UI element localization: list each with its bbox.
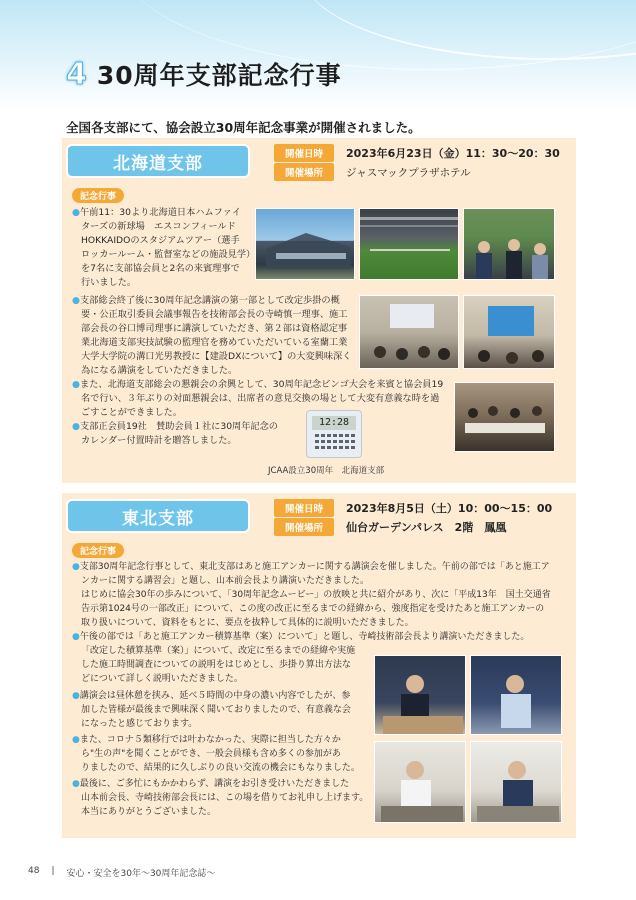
speaker-shapes [471, 656, 562, 735]
text-line: を7名に支部協会員と2名の来賓理事で [81, 263, 240, 274]
bullet-icon: ● [72, 295, 81, 306]
people-shapes [464, 209, 555, 280]
text-line: 本当にありがとうございました。 [81, 807, 217, 817]
text-line: 支部30周年記念行事として、東北支部はあと施工アンカーに関する講演会を催しました。午前の部では「あと施工ア [79, 562, 550, 572]
chapter-number: 4 [66, 56, 87, 92]
text-line: 取り扱いについて、資料をもとに、要点を抜粋して具体的に説明いただきました。 [81, 618, 414, 628]
title-text: 30周年支部記念行事 [96, 61, 342, 90]
screen-shapes [464, 296, 555, 369]
event-place: ジャスマックプラザホテル [346, 166, 471, 179]
hokkaido-section [62, 138, 576, 483]
speaker-shapes [471, 742, 562, 823]
bullet-icon: ● [72, 562, 80, 572]
speaker-photo [470, 655, 562, 735]
text-line: 支部総会終了後に30周年記念講演の第一部として改定歩掛の概 [80, 295, 340, 306]
stands-shape [360, 209, 459, 280]
text-line: 為になる講演をしていただきました。 [81, 365, 238, 376]
text-line: した施工時間調査についての説明をはじめとし、歩掛り算出方法な [81, 660, 351, 670]
header-band [0, 0, 636, 110]
text-line: 告示第1024号の一部改正」について、この度の改正に至るまでの経緯から、強度指定を受けたあと施工アンカーの [81, 604, 545, 614]
lecture-shapes [360, 296, 459, 369]
paragraph [72, 777, 372, 819]
paragraph [72, 689, 372, 731]
event-date: 2023年6月23日（金）11：30〜20：30 [346, 147, 560, 160]
text-line: ターズの新球場 エスコンフィールド [81, 221, 236, 232]
text-line: ロッカールーム・監督室などの施設見学） [81, 249, 256, 260]
bullet-icon: ● [72, 779, 80, 789]
paragraph [72, 733, 372, 775]
branch-title: 東北支部 [66, 499, 250, 533]
place-row [274, 163, 471, 181]
text-line: りましたので、結果的に久しぶりの良い交流の機会にもなりました。 [81, 763, 360, 773]
text-line: 最後に、ご多忙にもかかわらず、講演をお引き受けいただきました [79, 779, 350, 789]
place-tag: 開催場所 [274, 518, 334, 536]
date-tag: 開催日時 [274, 144, 334, 162]
text-line: 部会長の谷口博司理事に講演していただき、第２部は資格認定事 [81, 323, 348, 334]
bullet-icon: ● [72, 379, 81, 390]
text-line: 「改定した積算基準（案）」について、改定に至るまでの経緯や実施 [81, 646, 356, 656]
party-shapes [455, 383, 555, 452]
paragraph [72, 644, 372, 686]
text-line: カレンダー付置時計を贈答しました。 [81, 435, 237, 446]
bullet-icon: ● [72, 421, 81, 432]
lecture-photo [359, 295, 459, 369]
place-tag: 開催場所 [274, 163, 334, 181]
event-date: 2023年8月5日（土）10：00〜15：00 [346, 502, 553, 515]
clock-caption: JCAA設立30周年 北海道支部 [268, 466, 385, 476]
text-line: 山本前会長、寺崎技術部会長には、この場を借りてお礼申し上げます。 [81, 793, 369, 803]
text-line [72, 206, 262, 220]
stadium-shape [256, 209, 355, 280]
footer-separator: | [51, 866, 55, 876]
page-footer [28, 866, 215, 879]
date-tag: 開催日時 [274, 499, 334, 517]
paragraph [72, 206, 262, 290]
text-line: ごすことができました。 [81, 407, 183, 418]
clock-display: 12:28 [312, 416, 356, 430]
paragraph [72, 560, 572, 644]
lead-text: 全国各支部にて、協会設立30周年記念事業が開催されました。 [66, 120, 421, 135]
paragraph [72, 294, 372, 378]
speaker-shapes [375, 656, 466, 735]
text-line: はじめに協会30年の歩みについて、「30周年記念ムービー」の放映と共に紹介があり、次に「平成13年 国土交通省 [81, 590, 551, 600]
text-line: どについて詳しく説明いただきました。 [81, 674, 243, 684]
bullet-icon: ● [72, 691, 80, 701]
text-line: ら"生の声"を聞くことができ、一般会員様も含め多くの参加があ [81, 749, 341, 759]
paragraph [72, 378, 452, 420]
footer-text: 安心・安全を30年〜30周年記念誌〜 [66, 869, 216, 879]
stadium-interior-photo [359, 208, 459, 280]
event-place: 仙台ガーデンパレス 2階 鳳凰 [346, 521, 507, 534]
party-photo [454, 382, 555, 452]
speaker-shapes [375, 742, 466, 823]
text-line: 午後の部では「あと施工アンカー積算基準（案）について」と題し、寺崎技術部会長より講演いただきました。 [79, 632, 530, 642]
text-line: また、コロナ５類移行では叶わなかった、実際に担当した方々か [79, 735, 341, 745]
date-row [274, 499, 552, 517]
bullet-icon: ● [72, 632, 80, 642]
page-title [66, 56, 342, 92]
stadium-exterior-photo [255, 208, 355, 280]
place-row [274, 518, 506, 536]
calendar-grid-icon [307, 411, 362, 458]
speaker-photo [374, 655, 466, 735]
page-number: 48 [28, 866, 40, 876]
text-line: HOKKAIDOのスタジアムツアー（選手 [81, 235, 240, 246]
bullet-icon: ● [72, 207, 81, 218]
branch-title: 北海道支部 [66, 144, 250, 178]
screen-presentation-photo [463, 295, 555, 369]
text-line: になったと感じております。 [81, 719, 198, 729]
tohoku-section [62, 493, 576, 838]
bullet-icon: ● [72, 735, 80, 745]
text-line: また、北海道支部総会の懇親会の余興として、30周年記念ビンゴ大会を来賓と協会員19 [80, 379, 444, 390]
text-line: 加した皆様が最後まで興味深く聞いておりましたので、有意義な会 [81, 705, 351, 715]
date-row [274, 144, 560, 162]
event-label: 記念行事 [72, 188, 124, 203]
text-line: 大学大学院の溝口光男教授に【建設DXについて】の大変興味深く [81, 351, 352, 362]
text-line: 行いました。 [81, 277, 137, 288]
clock-photo [306, 410, 362, 458]
text-line: 名で行い、３年ぶりの対面懇親会は、出席者の意見交換の場として大変有意義な時を過 [81, 393, 440, 404]
paragraph [72, 420, 302, 448]
event-label: 記念行事 [72, 543, 124, 558]
text-line: 支部正会員19社 賛助会員１社に30周年記念の [80, 421, 278, 432]
tour-group-photo [463, 208, 555, 280]
text-line: 要・公正取引委員会議事報告を技術部会長の寺崎慎一理事、施工 [81, 309, 348, 320]
text-line: 業北海道支部実技試験の監理官を務めていただいている室蘭工業 [81, 337, 348, 348]
text-line: 午前11：30より北海道日本ハムファイ [80, 207, 242, 218]
text-line: 講演会は昼休憩を挟み、延べ５時間の中身の濃い内容でしたが、参 [79, 691, 351, 701]
text-line: ンカーに関する講習会」と題し、山本前会長より講演いただきました。 [81, 576, 370, 586]
speaker-photo [470, 741, 562, 823]
speaker-photo [374, 741, 466, 823]
